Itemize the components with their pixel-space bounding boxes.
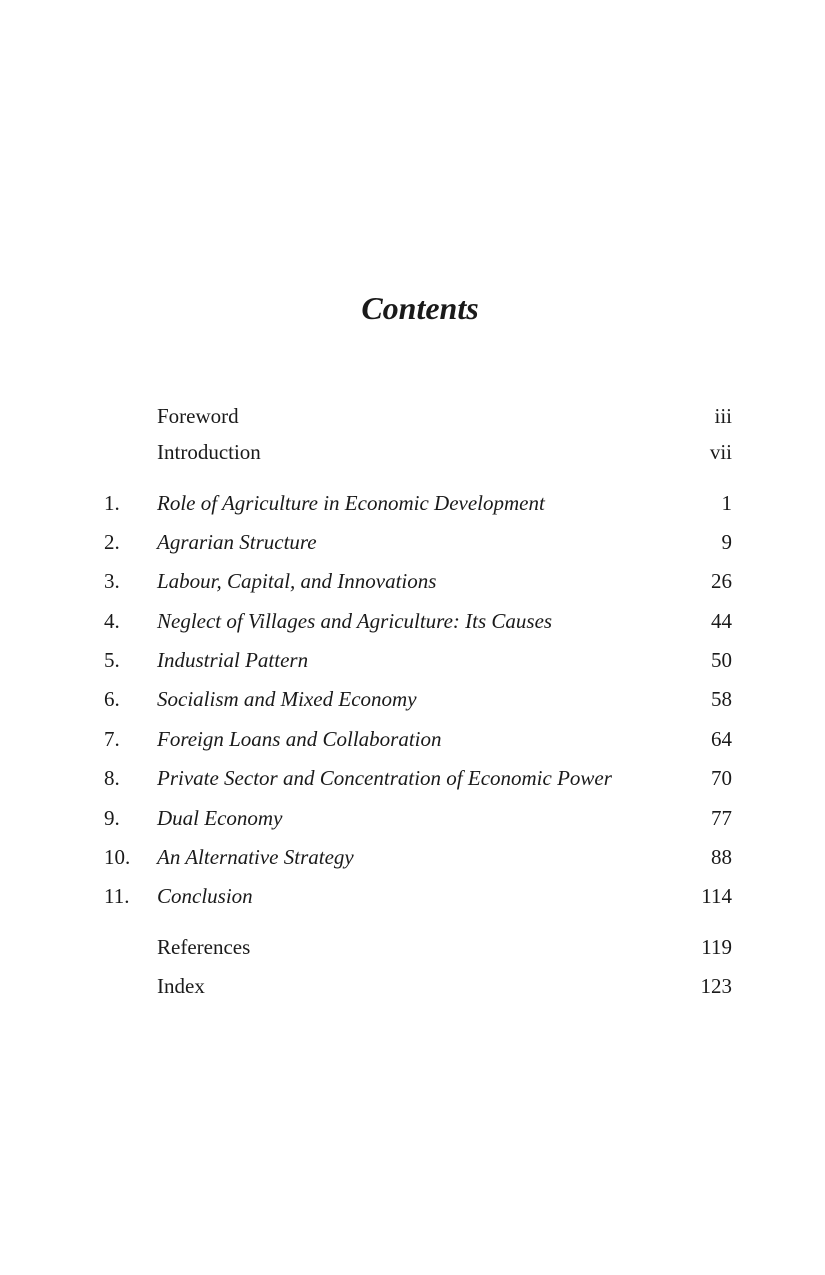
toc-entry-number: 2. bbox=[104, 530, 120, 554]
toc-entry-index bbox=[0, 971, 825, 1001]
toc-entry-title: Agrarian Structure bbox=[157, 530, 317, 554]
toc-entry-label: Foreword bbox=[157, 404, 239, 428]
toc-entry-title: Role of Agriculture in Economic Development bbox=[157, 491, 545, 515]
toc-entry-label: Index bbox=[157, 974, 205, 998]
toc-entry-title: Dual Economy bbox=[157, 806, 283, 830]
toc-entry-page: 123 bbox=[700, 974, 732, 998]
toc-entry-chapter-11 bbox=[0, 881, 825, 911]
toc-entry-chapter-6 bbox=[0, 684, 825, 714]
toc-entry-page: 64 bbox=[711, 727, 732, 751]
toc-entry-foreword bbox=[0, 401, 825, 431]
toc-entry-references bbox=[0, 932, 825, 962]
page-title: Contents bbox=[361, 290, 479, 326]
toc-entry-page: 88 bbox=[711, 845, 732, 869]
toc-entry-introduction bbox=[0, 437, 825, 467]
toc-entry-chapter-10 bbox=[0, 842, 825, 872]
toc-entry-chapter-8 bbox=[0, 763, 825, 793]
toc-entry-title: Private Sector and Concentration of Economic Power bbox=[157, 766, 612, 790]
toc-entry-chapter-2 bbox=[0, 527, 825, 557]
toc-entry-title: Conclusion bbox=[157, 884, 253, 908]
toc-entry-chapter-3 bbox=[0, 566, 825, 596]
toc-entry-chapter-7 bbox=[0, 724, 825, 754]
toc-entry-number: 1. bbox=[104, 491, 120, 515]
toc-entry-title: Neglect of Villages and Agriculture: Its Causes bbox=[157, 609, 553, 633]
toc-entry-number: 7. bbox=[104, 727, 120, 751]
toc-entry-chapter-9 bbox=[0, 803, 825, 833]
toc-entry-page: 50 bbox=[711, 648, 732, 672]
toc-entry-page: 77 bbox=[711, 806, 732, 830]
toc-entry-page: 119 bbox=[701, 935, 732, 959]
toc-entry-number: 3. bbox=[104, 569, 120, 593]
toc-entry-chapter-1 bbox=[0, 488, 825, 518]
toc-entry-page: 58 bbox=[711, 687, 732, 711]
toc-entry-title: Foreign Loans and Collaboration bbox=[157, 727, 442, 751]
toc-entry-number: 5. bbox=[104, 648, 120, 672]
toc-entry-title: Industrial Pattern bbox=[157, 648, 309, 672]
toc-entry-label: References bbox=[157, 935, 251, 959]
toc-entry-page: 44 bbox=[711, 609, 732, 633]
toc-entry-number: 6. bbox=[104, 687, 120, 711]
toc-entry-number: 10. bbox=[104, 845, 131, 869]
toc-entry-number: 4. bbox=[104, 609, 120, 633]
toc-entry-page: 26 bbox=[711, 569, 732, 593]
toc-entry-title: Socialism and Mixed Economy bbox=[157, 687, 417, 711]
toc-entry-page: 1 bbox=[721, 491, 732, 515]
toc-entry-page: 70 bbox=[711, 766, 732, 790]
toc-entry-number: 9. bbox=[104, 806, 120, 830]
toc-entry-number: 8. bbox=[104, 766, 120, 790]
toc-entry-title: An Alternative Strategy bbox=[157, 845, 354, 869]
toc-entry-page: vii bbox=[709, 440, 732, 464]
toc-entry-page: 114 bbox=[701, 884, 732, 908]
toc-entry-label: Introduction bbox=[157, 440, 261, 464]
toc-entry-number: 11. bbox=[104, 884, 130, 908]
toc-entry-title: Labour, Capital, and Innovations bbox=[157, 569, 437, 593]
toc-entry-page: iii bbox=[714, 404, 732, 428]
toc-entry-page: 9 bbox=[721, 530, 732, 554]
toc-entry-chapter-4 bbox=[0, 606, 825, 636]
toc-entry-chapter-5 bbox=[0, 645, 825, 675]
